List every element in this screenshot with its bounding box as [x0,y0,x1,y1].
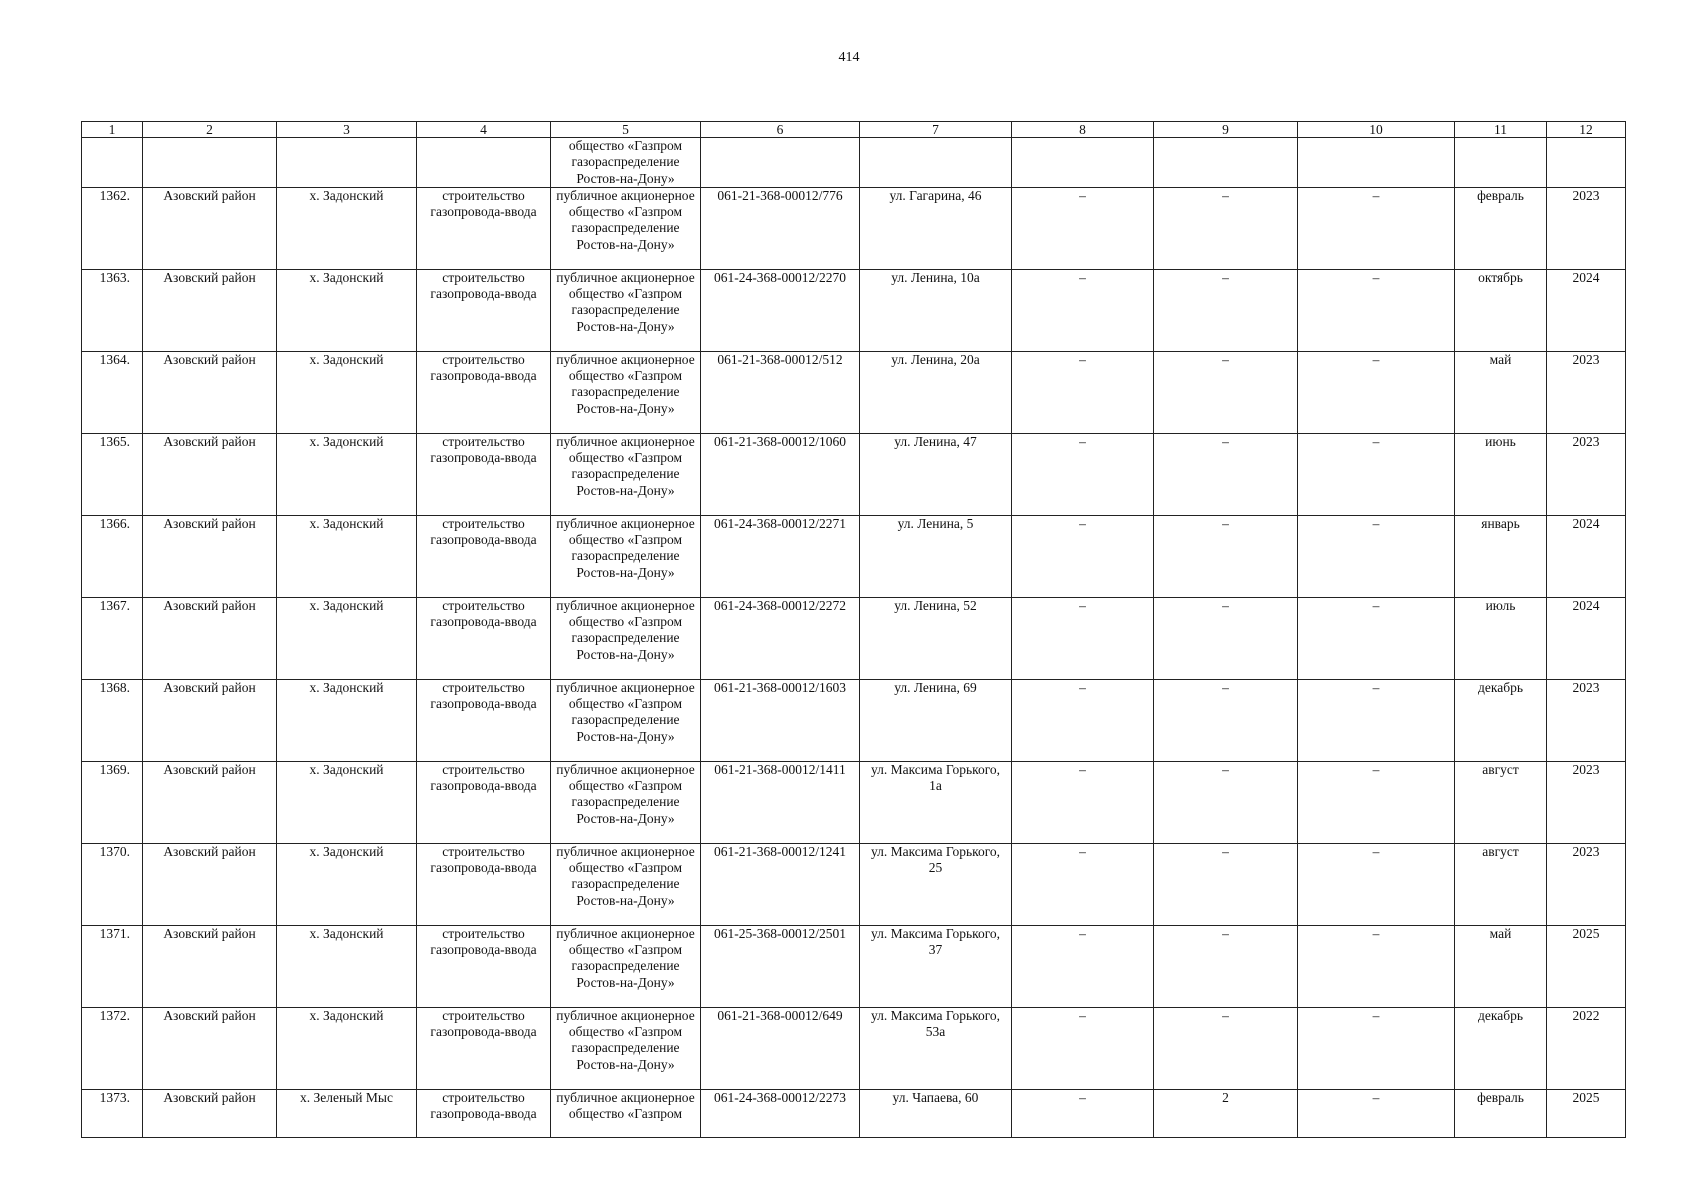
table-cell [82,138,143,188]
column-number: 5 [551,122,701,138]
district-cell: Азовский район [143,925,277,1007]
col9-cell: – [1154,433,1298,515]
table-row [82,515,1626,597]
row-number: 1367. [82,597,143,679]
code-cell: 061-21-368-00012/512 [701,351,860,433]
table-row [82,843,1626,925]
code-cell: 061-24-368-00012/2271 [701,515,860,597]
work-type-cell: строительство газопровода-ввода [417,925,551,1007]
district-cell: Азовский район [143,1089,277,1137]
year-cell: 2023 [1547,433,1626,515]
work-type-cell: строительство газопровода-ввода [417,679,551,761]
year-cell: 2023 [1547,843,1626,925]
code-cell: 061-21-368-00012/1060 [701,433,860,515]
col8-cell: – [1012,761,1154,843]
column-number: 9 [1154,122,1298,138]
owner-cell: публичное акционерное общество «Газпром [551,1089,701,1137]
column-number: 12 [1547,122,1626,138]
district-cell: Азовский район [143,597,277,679]
table-row [82,433,1626,515]
table-cell [1455,138,1547,188]
year-cell: 2022 [1547,1007,1626,1089]
code-cell: 061-21-368-00012/649 [701,1007,860,1089]
table-row [82,187,1626,269]
row-number: 1373. [82,1089,143,1137]
settlement-cell: х. Задонский [277,187,417,269]
month-cell: февраль [1455,187,1547,269]
column-number: 4 [417,122,551,138]
address-cell: ул. Максима Горького, 25 [860,843,1012,925]
col9-cell: – [1154,187,1298,269]
work-type-cell: строительство газопровода-ввода [417,1089,551,1137]
owner-cell: публичное акционерное общество «Газпром газораспределение Ростов-на-Дону» [551,1007,701,1089]
owner-cell: публичное акционерное общество «Газпром газораспределение Ростов-на-Дону» [551,925,701,1007]
col8-cell: – [1012,515,1154,597]
district-cell: Азовский район [143,187,277,269]
table-row [82,597,1626,679]
col8-cell: – [1012,597,1154,679]
row-number: 1369. [82,761,143,843]
col10-cell: – [1298,269,1455,351]
settlement-cell: х. Задонский [277,1007,417,1089]
work-type-cell: строительство газопровода-ввода [417,597,551,679]
settlement-cell: х. Задонский [277,597,417,679]
column-number: 7 [860,122,1012,138]
address-cell: ул. Гагарина, 46 [860,187,1012,269]
col10-cell: – [1298,433,1455,515]
month-cell: июль [1455,597,1547,679]
col10-cell: – [1298,1007,1455,1089]
table-row [82,1089,1626,1137]
code-cell: 061-21-368-00012/1241 [701,843,860,925]
settlement-cell: х. Задонский [277,925,417,1007]
col8-cell: – [1012,269,1154,351]
table-row-continuation [82,138,1626,188]
settlement-cell: х. Задонский [277,351,417,433]
col8-cell: – [1012,1089,1154,1137]
row-number: 1364. [82,351,143,433]
col8-cell: – [1012,679,1154,761]
col9-cell: – [1154,679,1298,761]
year-cell: 2024 [1547,515,1626,597]
code-cell: 061-24-368-00012/2272 [701,597,860,679]
year-cell: 2023 [1547,351,1626,433]
table-cell [1012,138,1154,188]
row-number: 1365. [82,433,143,515]
district-cell: Азовский район [143,269,277,351]
year-cell: 2023 [1547,761,1626,843]
table-cell [1547,138,1626,188]
month-cell: июнь [1455,433,1547,515]
year-cell: 2025 [1547,1089,1626,1137]
work-type-cell: строительство газопровода-ввода [417,433,551,515]
row-number: 1372. [82,1007,143,1089]
month-cell: декабрь [1455,679,1547,761]
col9-cell: – [1154,843,1298,925]
owner-cell: публичное акционерное общество «Газпром газораспределение Ростов-на-Дону» [551,269,701,351]
settlement-cell: х. Задонский [277,761,417,843]
owner-cell: публичное акционерное общество «Газпром газораспределение Ростов-на-Дону» [551,515,701,597]
row-number: 1366. [82,515,143,597]
address-cell: ул. Максима Горького, 37 [860,925,1012,1007]
year-cell: 2024 [1547,269,1626,351]
table-cell: общество «Газпром газораспределение Ростов-на-Дону» [551,138,701,188]
settlement-cell: х. Зеленый Мыс [277,1089,417,1137]
district-cell: Азовский район [143,351,277,433]
code-cell: 061-25-368-00012/2501 [701,925,860,1007]
row-number: 1371. [82,925,143,1007]
col10-cell: – [1298,597,1455,679]
col9-cell: – [1154,925,1298,1007]
district-cell: Азовский район [143,515,277,597]
col9-cell: 2 [1154,1089,1298,1137]
address-cell: ул. Максима Горького, 53а [860,1007,1012,1089]
registry-table [81,121,1626,1138]
col9-cell: – [1154,515,1298,597]
district-cell: Азовский район [143,843,277,925]
table-row [82,351,1626,433]
table-row [82,761,1626,843]
month-cell: октябрь [1455,269,1547,351]
code-cell: 061-24-368-00012/2273 [701,1089,860,1137]
col10-cell: – [1298,187,1455,269]
table-cell [1298,138,1455,188]
col8-cell: – [1012,843,1154,925]
col8-cell: – [1012,925,1154,1007]
col8-cell: – [1012,351,1154,433]
owner-cell: публичное акционерное общество «Газпром газораспределение Ростов-на-Дону» [551,843,701,925]
owner-cell: публичное акционерное общество «Газпром газораспределение Ростов-на-Дону» [551,679,701,761]
table-body [82,122,1626,1138]
month-cell: декабрь [1455,1007,1547,1089]
col10-cell: – [1298,351,1455,433]
row-number: 1363. [82,269,143,351]
table-row [82,1007,1626,1089]
table-row [82,679,1626,761]
month-cell: май [1455,351,1547,433]
page-number: 414 [838,50,860,65]
table-cell [701,138,860,188]
col9-cell: – [1154,351,1298,433]
table-row [82,925,1626,1007]
month-cell: январь [1455,515,1547,597]
column-number: 10 [1298,122,1455,138]
district-cell: Азовский район [143,1007,277,1089]
code-cell: 061-24-368-00012/2270 [701,269,860,351]
owner-cell: публичное акционерное общество «Газпром газораспределение Ростов-на-Дону» [551,351,701,433]
year-cell: 2024 [1547,597,1626,679]
code-cell: 061-21-368-00012/1603 [701,679,860,761]
work-type-cell: строительство газопровода-ввода [417,515,551,597]
work-type-cell: строительство газопровода-ввода [417,1007,551,1089]
row-number: 1368. [82,679,143,761]
address-cell: ул. Ленина, 5 [860,515,1012,597]
col9-cell: – [1154,1007,1298,1089]
col10-cell: – [1298,843,1455,925]
work-type-cell: строительство газопровода-ввода [417,187,551,269]
col9-cell: – [1154,269,1298,351]
col9-cell: – [1154,761,1298,843]
table-cell [143,138,277,188]
row-number: 1370. [82,843,143,925]
work-type-cell: строительство газопровода-ввода [417,351,551,433]
address-cell: ул. Ленина, 47 [860,433,1012,515]
col8-cell: – [1012,1007,1154,1089]
district-cell: Азовский район [143,433,277,515]
table-header-row [82,122,1626,138]
month-cell: август [1455,761,1547,843]
address-cell: ул. Максима Горького, 1а [860,761,1012,843]
settlement-cell: х. Задонский [277,843,417,925]
settlement-cell: х. Задонский [277,515,417,597]
address-cell: ул. Чапаева, 60 [860,1089,1012,1137]
column-number: 8 [1012,122,1154,138]
work-type-cell: строительство газопровода-ввода [417,761,551,843]
settlement-cell: х. Задонский [277,679,417,761]
address-cell: ул. Ленина, 20а [860,351,1012,433]
owner-cell: публичное акционерное общество «Газпром газораспределение Ростов-на-Дону» [551,433,701,515]
address-cell: ул. Ленина, 52 [860,597,1012,679]
column-number: 3 [277,122,417,138]
district-cell: Азовский район [143,761,277,843]
work-type-cell: строительство газопровода-ввода [417,843,551,925]
col9-cell: – [1154,597,1298,679]
month-cell: август [1455,843,1547,925]
settlement-cell: х. Задонский [277,269,417,351]
col10-cell: – [1298,515,1455,597]
column-number: 6 [701,122,860,138]
settlement-cell: х. Задонский [277,433,417,515]
owner-cell: публичное акционерное общество «Газпром газораспределение Ростов-на-Дону» [551,187,701,269]
col8-cell: – [1012,433,1154,515]
owner-cell: публичное акционерное общество «Газпром газораспределение Ростов-на-Дону» [551,761,701,843]
month-cell: май [1455,925,1547,1007]
table-cell [417,138,551,188]
table-row [82,269,1626,351]
column-number: 11 [1455,122,1547,138]
table-cell [860,138,1012,188]
year-cell: 2025 [1547,925,1626,1007]
col10-cell: – [1298,679,1455,761]
code-cell: 061-21-368-00012/776 [701,187,860,269]
year-cell: 2023 [1547,679,1626,761]
col10-cell: – [1298,925,1455,1007]
row-number: 1362. [82,187,143,269]
month-cell: февраль [1455,1089,1547,1137]
owner-cell: публичное акционерное общество «Газпром газораспределение Ростов-на-Дону» [551,597,701,679]
district-cell: Азовский район [143,679,277,761]
column-number: 1 [82,122,143,138]
address-cell: ул. Ленина, 69 [860,679,1012,761]
table-cell [277,138,417,188]
work-type-cell: строительство газопровода-ввода [417,269,551,351]
col8-cell: – [1012,187,1154,269]
col10-cell: – [1298,761,1455,843]
year-cell: 2023 [1547,187,1626,269]
code-cell: 061-21-368-00012/1411 [701,761,860,843]
table-cell [1154,138,1298,188]
column-number: 2 [143,122,277,138]
address-cell: ул. Ленина, 10а [860,269,1012,351]
col10-cell: – [1298,1089,1455,1137]
